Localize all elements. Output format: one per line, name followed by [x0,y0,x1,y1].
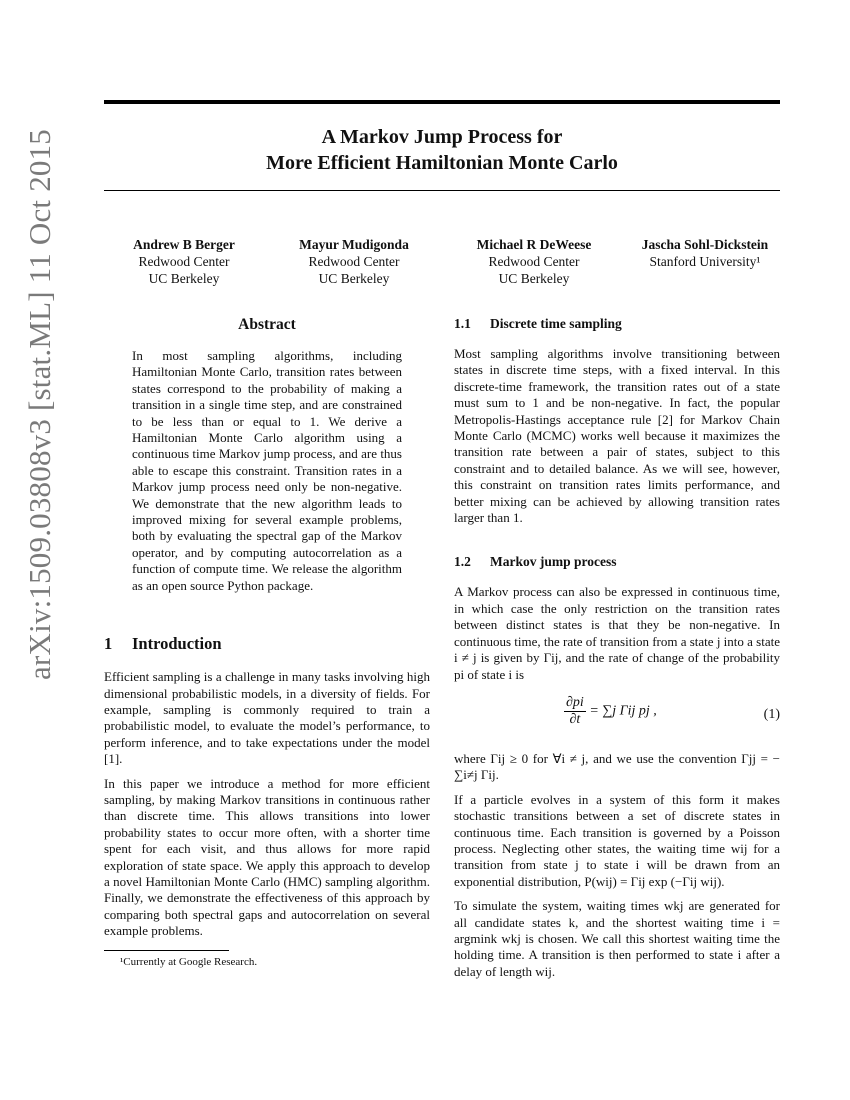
author-2 [274,236,434,287]
author-affiliation: UC Berkeley [318,271,390,286]
section-title: Introduction [132,634,222,654]
markov-jump-paragraph-2: where Γij ≥ 0 for ∀i ≠ j, and we use the convention Γjj = − ∑i≠j Γij. [454,750,780,783]
author-affiliation: Stanford University¹ [649,254,761,269]
author-name: Andrew B Berger [133,237,235,252]
section-heading-introduction [104,634,430,654]
equation-fraction [564,695,586,728]
markov-jump-paragraph-4: To simulate the system, waiting times wkj are generated for all candidate states k, and the shortest waiting time i = argmink wkj is chosen. We call this shortest waiting time the holding time. A transition is then performed to state i after a delay of length wij. [454,898,780,979]
abstract-body: In most sampling algorithms, including Hamiltonian Monte Carlo, transition rates between states correspond to the probability of making a transition in a single time step, and are constrained to be less than or equal to 1. We derive a Hamiltonian Monte Carlo algorithm using a continuous time Markov jump process, and are thus able to escape this constraint. Transition rates in a Markov jump process need only be non-negative. We demonstrate that the new algorithm leads to improved mixing for several example problems, both by evaluating the spectral gap of the Markov operator, and by computing autocorrelation as a function of compute time. We release the algorithm as an open source Python package. [132,348,402,593]
title-rule-bottom [104,190,780,191]
footnote: ¹Currently at Google Research. [120,955,258,968]
intro-paragraph-1: Efficient sampling is a challenge in many tasks involving high dimensional probabilistic models, in a diversity of fields. For example, sampling is commonly required to train a probabilistic model, to evaluate the model’s performance, to perform inference, and to take expectations under the model [1]. [104,669,430,767]
subsection-title: Markov jump process [490,554,617,570]
subsection-heading-discrete-time [454,316,780,332]
author-1 [104,236,264,287]
arxiv-identifier: arXiv:1509.03808v3 [stat.ML] 11 Oct 2015 [22,129,57,680]
author-affiliation: Redwood Center [138,254,230,269]
author-affiliation: Redwood Center [488,254,580,269]
equation-1 [454,691,780,741]
author-name: Jascha Sohl-Dickstein [641,237,769,252]
title-rule-top [104,100,780,104]
subsection-number: 1.2 [454,554,471,570]
equation-rhs: = ∑j Γij pj , [589,703,657,719]
author-affiliation: UC Berkeley [148,271,220,286]
subsection-number: 1.1 [454,316,471,331]
title-line-1: A Markov Jump Process for [321,126,563,148]
author-affiliation: Redwood Center [308,254,400,269]
equation-body [564,695,657,728]
abstract-heading: Abstract [238,316,296,333]
markov-jump-paragraph-1: A Markov process can also be expressed in continuous time, in which case the only restriction on the transition rates between distinct states is that they be non-negative. In continuous time, the rate of transition from a state j into a state i ≠ j is given by Γij, and the rate of change of the probability pi of state i is [454,584,780,682]
author-block [104,236,780,296]
right-column [454,316,780,988]
markov-jump-paragraph-3: If a particle evolves in a system of this form it makes stochastic transitions between a set of discrete states in continuous time. Each transition is governed by a Poisson process. Neglecting other states, the waiting time wij for a transition from state j to state i will be drawn from an exponential distribution, P(wij) = Γij exp (−Γij wij). [454,791,780,889]
equation-number: (1) [763,706,780,722]
discrete-time-paragraph: Most sampling algorithms involve transitioning between states in discrete time steps, with a fixed interval. In this discrete-time framework, the transition rates out of a state must sum to 1 and be non-negative. In fact, the popular Metropolis-Hastings acceptance rule [2] for Markov Chain Monte Carlo (MCMC) works well because it maximizes the transition rate between a pair of states, subject to this constraint and to detailed balance. As we will see, however, this constraint on transition rates limits performance, and better mixing can be achieved by allowing transition rates larger than 1. [454,346,780,526]
author-name: Mayur Mudigonda [299,237,409,252]
equation-denominator: ∂t [569,711,581,727]
footnote-rule [104,950,229,951]
author-affiliation: UC Berkeley [498,271,570,286]
author-name: Michael R DeWeese [476,237,592,252]
subsection-title: Discrete time sampling [490,316,622,331]
title-line-2: More Efficient Hamiltonian Monte Carlo [266,152,618,174]
subsection-heading-markov-jump [454,554,780,570]
author-3 [449,236,619,287]
equation-numerator: ∂pi [566,694,584,710]
intro-paragraph-2: In this paper we introduce a method for more efficient sampling, by making Markov transitions in continuous rather than discrete time. This allows transitions into lower probability states to occur more often, with a shorter time spent for each visit, and thus allows for more rapid exploration of state space. We apply this approach to develop a novel Hamiltonian Monte Carlo (HMC) sampling algorithm. Finally, we demonstrate the effectiveness of this approach by comparing both spectral gaps and autocorrelation on several example problems. [104,775,430,939]
section-number: 1 [104,634,113,654]
author-4 [620,236,790,270]
paper-title [104,124,780,176]
left-column [104,316,430,969]
